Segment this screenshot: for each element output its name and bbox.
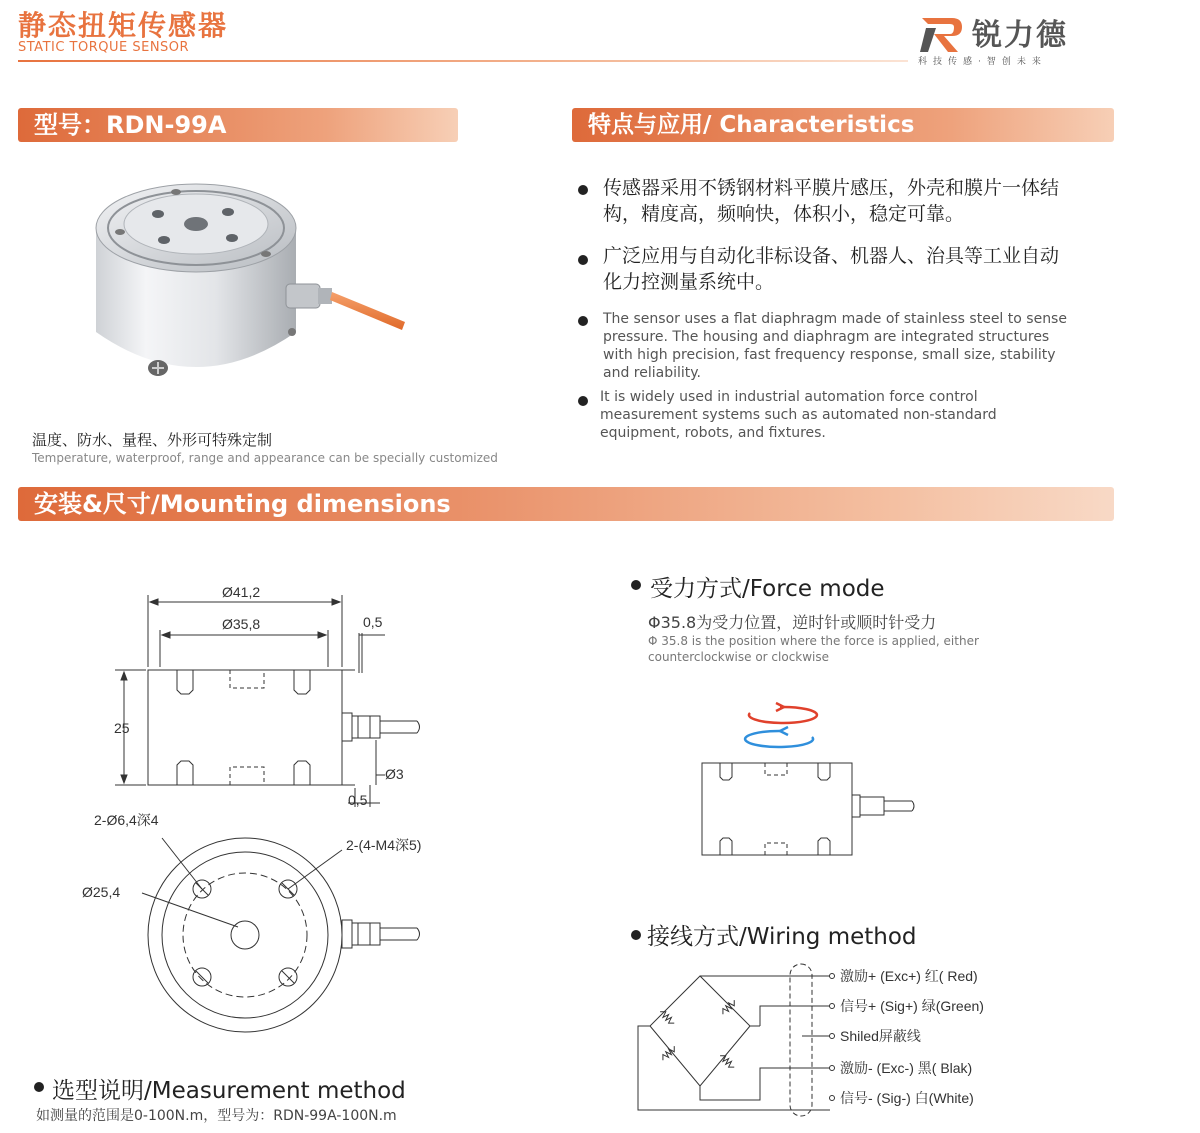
- header-divider: [18, 60, 908, 62]
- product-photo: [80, 172, 420, 392]
- feature-en-2: It is widely used in industrial automation force control measurement systems such as automated non-standard equipment, robots, and fixtures.: [600, 389, 997, 441]
- model-label: 型号：RDN-99A: [34, 111, 227, 139]
- bullet-icon: [578, 396, 588, 406]
- dim-top-gap: 0,5: [363, 614, 383, 630]
- page-subtitle: STATIC TORQUE SENSOR: [18, 40, 190, 55]
- dim-holes-a: 2-Ø6,4深4: [94, 812, 159, 828]
- dimension-drawing: [80, 575, 440, 1065]
- wire-exc-plus: 激励+ (Exc+) 红( Red): [840, 968, 978, 984]
- bullet-icon: [578, 316, 588, 326]
- wire-shield: Shiled屏蔽线: [840, 1028, 921, 1044]
- bullet-icon: [578, 185, 588, 195]
- page-title: 静态扭矩传感器: [18, 9, 229, 42]
- feature-cn-2: 广泛应用与自动化非标设备、机器人、治具等工业自动化力控测量系统中。: [603, 245, 1060, 293]
- wire-sig-minus: 信号- (Sig-) 白(White): [840, 1090, 974, 1106]
- custom-caption-en: Temperature, waterproof, range and appearance can be specially customized: [32, 451, 498, 465]
- bullet-icon: [34, 1082, 44, 1092]
- brand-logo-icon: [918, 14, 966, 54]
- bullet-icon: [631, 580, 641, 590]
- features-label: 特点与应用/ Characteristics: [588, 112, 915, 138]
- bullet-icon: [578, 255, 588, 265]
- dim-force-diameter: Ø35,8: [222, 616, 261, 632]
- brand-slogan: 科技传感·智创未来: [918, 57, 1047, 67]
- mounting-band: [18, 487, 1114, 521]
- measurement-text: 如测量的范围是0-100N.m，型号为：RDN-99A-100N.m: [36, 1108, 397, 1124]
- feature-cn-1: 传感器采用不锈钢材料平膜片感压，外壳和膜片一体结构，精度高，频响快，体积小，稳定可靠。: [603, 177, 1060, 225]
- dim-pcd: Ø25,4: [82, 884, 121, 900]
- bullet-icon: [631, 930, 641, 940]
- wire-sig-plus: 信号+ (Sig+) 绿(Green): [840, 998, 984, 1014]
- counterclockwise-arrow-icon: [745, 731, 813, 747]
- custom-caption-cn: 温度、防水、量程、外形可特殊定制: [32, 431, 273, 449]
- dim-cable: Ø3: [385, 766, 404, 782]
- force-mode-en: Φ 35.8 is the position where the force is applied, either counterclockwise or clockwise: [648, 634, 979, 664]
- features-band: [572, 108, 1114, 142]
- measurement-heading: 选型说明/Measurement method: [52, 1078, 406, 1104]
- mounting-label: 安装&尺寸/Mounting dimensions: [34, 490, 451, 518]
- clockwise-arrow-icon: [749, 707, 817, 723]
- force-mode-diagram: [690, 695, 930, 865]
- dim-holes-b: 2-(4-M4深5): [346, 837, 422, 853]
- force-mode-heading: 受力方式/Force mode: [650, 576, 885, 602]
- dim-bottom-gap: 0,5: [348, 792, 368, 808]
- brand-name: 锐力德: [972, 18, 1068, 53]
- force-mode-cn: Φ35.8为受力位置，逆时针或顺时针受力: [648, 613, 937, 632]
- dim-outer-diameter: Ø41,2: [222, 584, 261, 600]
- wiring-heading: 接线方式/Wiring method: [647, 924, 917, 950]
- wiring-diagram: [630, 960, 1050, 1120]
- feature-en-1: The sensor uses a flat diaphragm made of stainless steel to sense pressure. The housing and diaphragm are integrated structures with high precision, fast frequency response, small size, stability and reliability.: [603, 311, 1067, 381]
- dim-height: 25: [114, 720, 130, 736]
- wire-exc-minus: 激励- (Exc-) 黑( Blak): [840, 1060, 973, 1076]
- model-band: [18, 108, 458, 142]
